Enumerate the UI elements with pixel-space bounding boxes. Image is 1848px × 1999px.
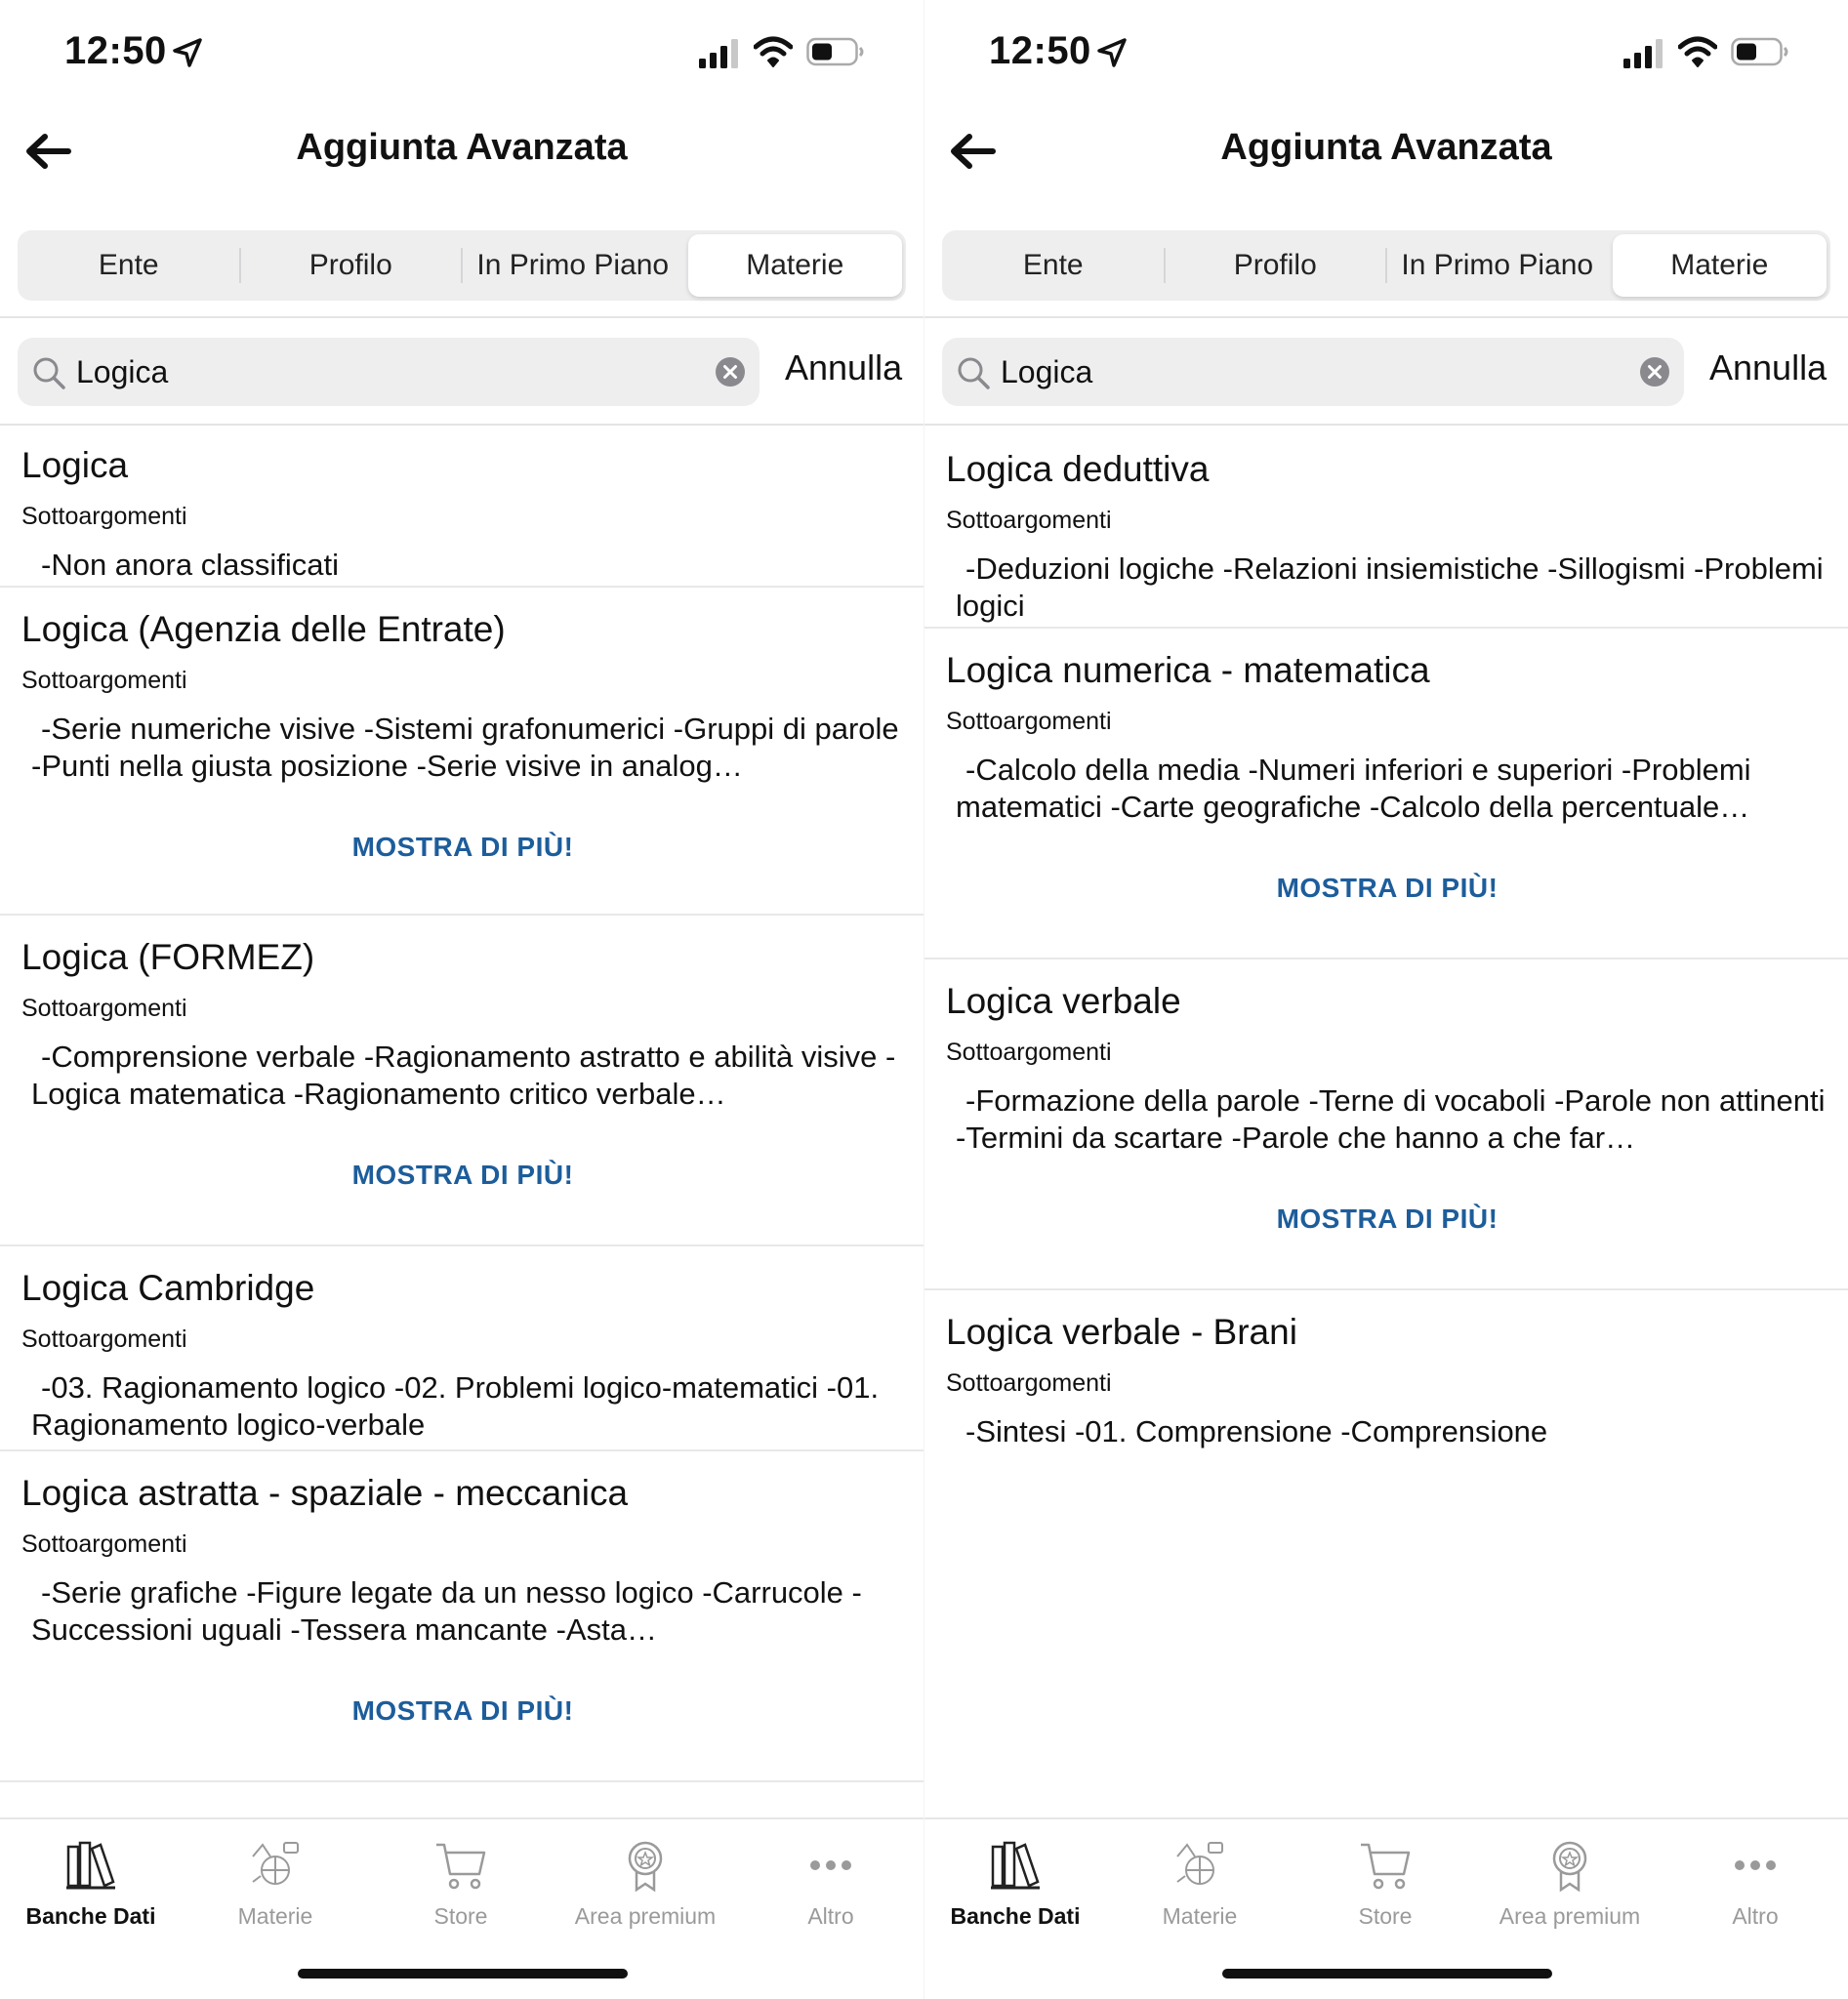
item-title: Logica (FORMEZ) [21, 937, 315, 977]
item-subtitle: Sottoargomenti [21, 1326, 187, 1353]
list-item[interactable] [0, 1451, 924, 1782]
tab-label: Banche Dati [950, 1903, 1081, 1929]
location-arrow-icon [172, 37, 203, 68]
tab-label: Materie [1162, 1903, 1238, 1929]
premium-badge-icon [617, 1837, 674, 1894]
item-title: Logica verbale - Brani [946, 1312, 1297, 1352]
tab-label: Banche Dati [25, 1903, 156, 1929]
page-title: Aggiunta Avanzata [1220, 127, 1552, 168]
tabbar-banche-dati[interactable] [18, 1837, 164, 1930]
cancel-button[interactable]: Annulla [1709, 347, 1827, 388]
list-item[interactable] [924, 959, 1848, 1290]
item-topics: -Serie numeriche visive -Sistemi grafonumerici -Gruppi di parole -Punti nella giusta posizione -Serie visive in analog… [31, 712, 899, 783]
phone-screen-right [924, 0, 1848, 1999]
list-item[interactable] [924, 629, 1848, 959]
tab-label: Altro [1732, 1903, 1779, 1929]
segmented-control [942, 230, 1830, 301]
item-topics: -03. Ragionamento logico -02. Problemi logico-matematici -01. Ragionamento logico-verbale [31, 1370, 880, 1442]
tabbar-area-premium[interactable] [572, 1837, 719, 1930]
list-item[interactable] [924, 445, 1848, 629]
signal-icon [1623, 39, 1666, 68]
tab-materie[interactable]: Materie [1613, 234, 1827, 297]
cancel-button[interactable]: Annulla [785, 347, 903, 388]
list-item[interactable] [0, 588, 924, 916]
item-subtitle: Sottoargomenti [21, 1530, 187, 1558]
search-bar [942, 338, 1684, 406]
tab-ente[interactable]: Ente [946, 234, 1161, 297]
divider [924, 424, 1848, 426]
list-item[interactable] [0, 916, 924, 1246]
subjects-icon [247, 1837, 304, 1894]
item-topics: -Non anora classificati [41, 548, 339, 582]
page-title: Aggiunta Avanzata [296, 127, 628, 168]
item-topics: -Formazione della parole -Terne di vocaboli -Parole non attinenti -Termini da scartare -Parole che hanno a che far… [956, 1083, 1826, 1155]
item-title: Logica Cambridge [21, 1268, 315, 1308]
tab-materie[interactable]: Materie [688, 234, 903, 297]
status-bar [924, 0, 1848, 98]
item-title: Logica deduttiva [946, 449, 1210, 489]
tabbar-materie[interactable] [1127, 1837, 1273, 1930]
search-input[interactable] [76, 347, 701, 396]
cart-icon [1357, 1837, 1414, 1894]
more-dots-icon [1727, 1837, 1784, 1894]
show-more-button[interactable]: MOSTRA DI PIÙ! [351, 1695, 574, 1726]
tab-label: Materie [237, 1903, 313, 1929]
divider [0, 316, 924, 318]
status-bar [0, 0, 924, 98]
item-subtitle: Sottoargomenti [946, 708, 1112, 735]
books-icon [62, 1837, 119, 1894]
tab-label: Altro [807, 1903, 854, 1929]
tabbar-altro[interactable] [758, 1837, 904, 1930]
books-icon [987, 1837, 1044, 1894]
tab-profilo[interactable]: Profilo [1169, 234, 1383, 297]
item-subtitle: Sottoargomenti [21, 503, 187, 530]
signal-icon [699, 39, 742, 68]
list-item[interactable] [0, 441, 924, 588]
tabbar-materie[interactable] [202, 1837, 349, 1930]
search-icon [31, 355, 66, 390]
item-subtitle: Sottoargomenti [21, 995, 187, 1022]
more-dots-icon [802, 1837, 859, 1894]
tab-in-primo-piano[interactable]: In Primo Piano [1401, 249, 1594, 281]
subjects-icon [1171, 1837, 1228, 1894]
divider [924, 316, 1848, 318]
wifi-icon [1678, 35, 1717, 68]
show-more-button[interactable]: MOSTRA DI PIÙ! [1276, 873, 1499, 903]
item-subtitle: Sottoargomenti [946, 1369, 1112, 1397]
tabbar-store[interactable] [1312, 1837, 1458, 1930]
tabbar-area-premium[interactable] [1497, 1837, 1643, 1930]
tab-label: Area premium [574, 1903, 717, 1929]
show-more-button[interactable]: MOSTRA DI PIÙ! [1276, 1203, 1499, 1234]
item-topics: -Calcolo della media -Numeri inferiori e superiori -Problemi matematici -Carte geografiche -Calcolo della percentuale… [956, 753, 1751, 824]
tab-ente[interactable]: Ente [21, 234, 236, 297]
cart-icon [432, 1837, 489, 1894]
search-input[interactable] [1001, 347, 1625, 396]
home-indicator [298, 1969, 628, 1979]
tabbar-store[interactable] [388, 1837, 534, 1930]
tab-in-primo-piano[interactable]: In Primo Piano [476, 249, 670, 281]
nav-header [0, 107, 924, 195]
tab-label: Area premium [1499, 1903, 1641, 1929]
battery-icon [806, 37, 865, 66]
premium-badge-icon [1541, 1837, 1598, 1894]
item-title: Logica astratta - spaziale - meccanica [21, 1473, 629, 1513]
item-subtitle: Sottoargomenti [946, 507, 1112, 534]
item-subtitle: Sottoargomenti [946, 1039, 1112, 1066]
show-more-button[interactable]: MOSTRA DI PIÙ! [351, 832, 574, 862]
item-topics: -Comprensione verbale -Ragionamento astratto e abilità visive -Logica matematica -Ragionamento critico verbale… [31, 1040, 896, 1111]
show-more-button[interactable]: MOSTRA DI PIÙ! [351, 1160, 574, 1190]
tab-label: Store [1358, 1903, 1413, 1929]
item-title: Logica numerica - matematica [946, 650, 1430, 690]
results-list [0, 441, 924, 1782]
item-topics: -Serie grafiche -Figure legate da un nesso logico -Carrucole -Successioni uguali -Tessera mancante -Asta… [31, 1575, 862, 1647]
status-time: 12:50 [989, 29, 1091, 72]
item-subtitle: Sottoargomenti [21, 667, 187, 694]
item-title: Logica verbale [946, 981, 1181, 1021]
list-item[interactable] [924, 1290, 1848, 1466]
item-topics: -Sintesi -01. Comprensione -Comprensione [965, 1414, 1548, 1448]
battery-icon [1731, 37, 1789, 66]
clear-icon[interactable] [715, 356, 746, 388]
search-bar [18, 338, 760, 406]
item-title: Logica [21, 445, 129, 485]
tab-label: Store [433, 1903, 488, 1929]
location-arrow-icon [1096, 37, 1128, 68]
home-indicator [1222, 1969, 1552, 1979]
results-list [924, 445, 1848, 1466]
segmented-control [18, 230, 906, 301]
tab-profilo[interactable]: Profilo [244, 234, 459, 297]
list-item[interactable] [0, 1246, 924, 1451]
nav-header [924, 107, 1848, 195]
tabbar-altro[interactable] [1682, 1837, 1828, 1930]
status-time: 12:50 [64, 29, 167, 72]
item-title: Logica (Agenzia delle Entrate) [21, 609, 506, 649]
divider [0, 424, 924, 426]
item-topics: -Deduzioni logiche -Relazioni insiemistiche -Sillogismi -Problemi logici [956, 551, 1824, 623]
wifi-icon [754, 35, 793, 68]
tabbar-banche-dati[interactable] [942, 1837, 1088, 1930]
clear-icon[interactable] [1639, 356, 1670, 388]
search-icon [956, 355, 991, 390]
